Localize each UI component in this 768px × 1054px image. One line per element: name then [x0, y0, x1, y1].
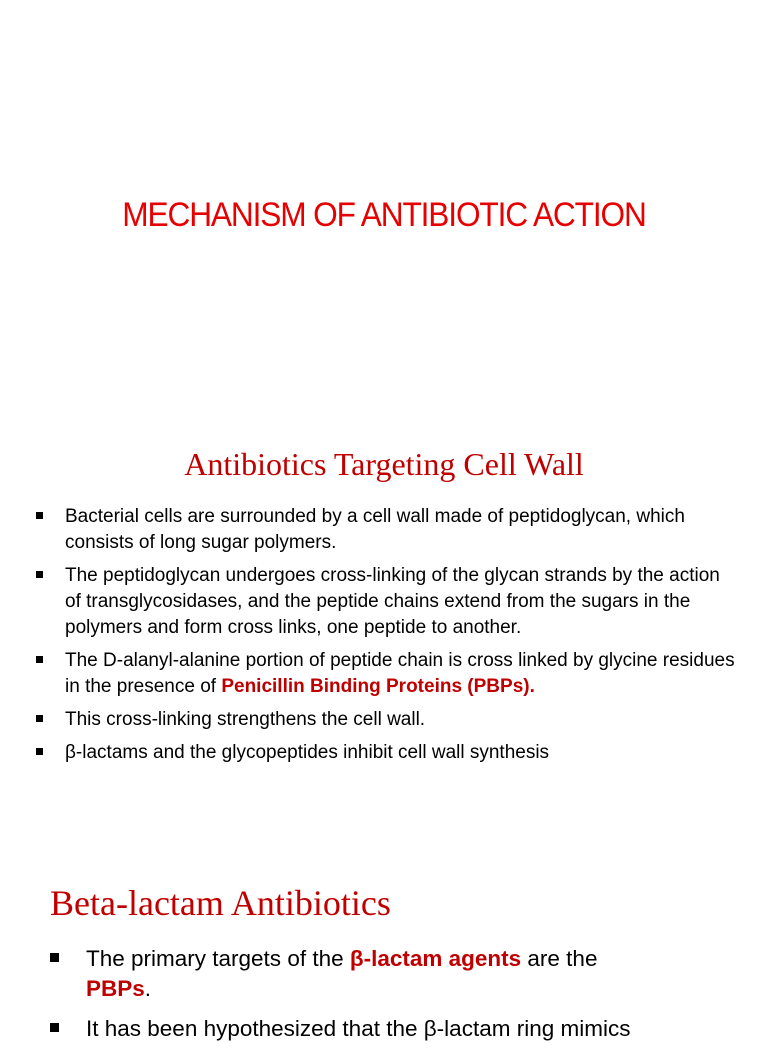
- bullet-text: It has been hypothesized that the β-lactam ring mimics: [86, 1016, 631, 1041]
- bullet-list: [50, 944, 750, 1054]
- bullet-item: [36, 740, 736, 766]
- bullet-text: are the: [521, 946, 598, 971]
- bullet-text: The peptidoglycan undergoes cross-linking of the glycan strands by the action of transglycosidases, and the peptide chains extend from the sugars in the polymers and form cross links, one peptide to another.: [65, 565, 720, 638]
- beta-lactam-slide: [0, 860, 768, 1041]
- slide-heading: Antibiotics Targeting Cell Wall: [184, 446, 584, 482]
- bullet-text: .: [144, 976, 152, 1001]
- bullet-item: [50, 944, 750, 1004]
- bullet-text: The D-alanyl-alanine portion of peptide chain is cross linked by glycine residues in the presence of: [65, 650, 735, 697]
- bullet-highlight: β-lactam agents: [349, 946, 522, 971]
- bullet-item: [36, 707, 736, 733]
- presentation-title: MECHANISM OF ANTIBIOTIC ACTION: [122, 196, 646, 234]
- bullet-highlight: PBPs: [86, 976, 145, 1001]
- bullet-text: β-lactams and the glycopeptides inhibit cell wall synthesis: [65, 742, 550, 763]
- cell-wall-slide: [0, 420, 768, 860]
- bullet-square-icon: [36, 512, 43, 519]
- slide-heading: Beta-lactam Antibiotics: [50, 883, 391, 923]
- bullet-text: The primary targets of the: [86, 946, 350, 971]
- bullet-item: [50, 1014, 750, 1044]
- bullet-list: [36, 504, 736, 773]
- bullet-item: [36, 648, 736, 700]
- bullet-square-icon: [36, 571, 43, 578]
- bullet-square-icon: [36, 656, 43, 663]
- bullet-square-icon: [36, 715, 43, 722]
- bullet-square-icon: [50, 953, 59, 962]
- bullet-highlight: Penicillin Binding Proteins (PBPs).: [221, 676, 535, 697]
- bullet-item: [36, 504, 736, 556]
- bullet-text: This cross-linking strengthens the cell wall.: [65, 709, 426, 730]
- bullet-item: [36, 563, 736, 641]
- bullet-text: Bacterial cells are surrounded by a cell wall made of peptidoglycan, which consists of long sugar polymers.: [65, 506, 685, 553]
- bullet-square-icon: [36, 748, 43, 755]
- bullet-square-icon: [50, 1023, 59, 1032]
- title-slide: [0, 0, 768, 420]
